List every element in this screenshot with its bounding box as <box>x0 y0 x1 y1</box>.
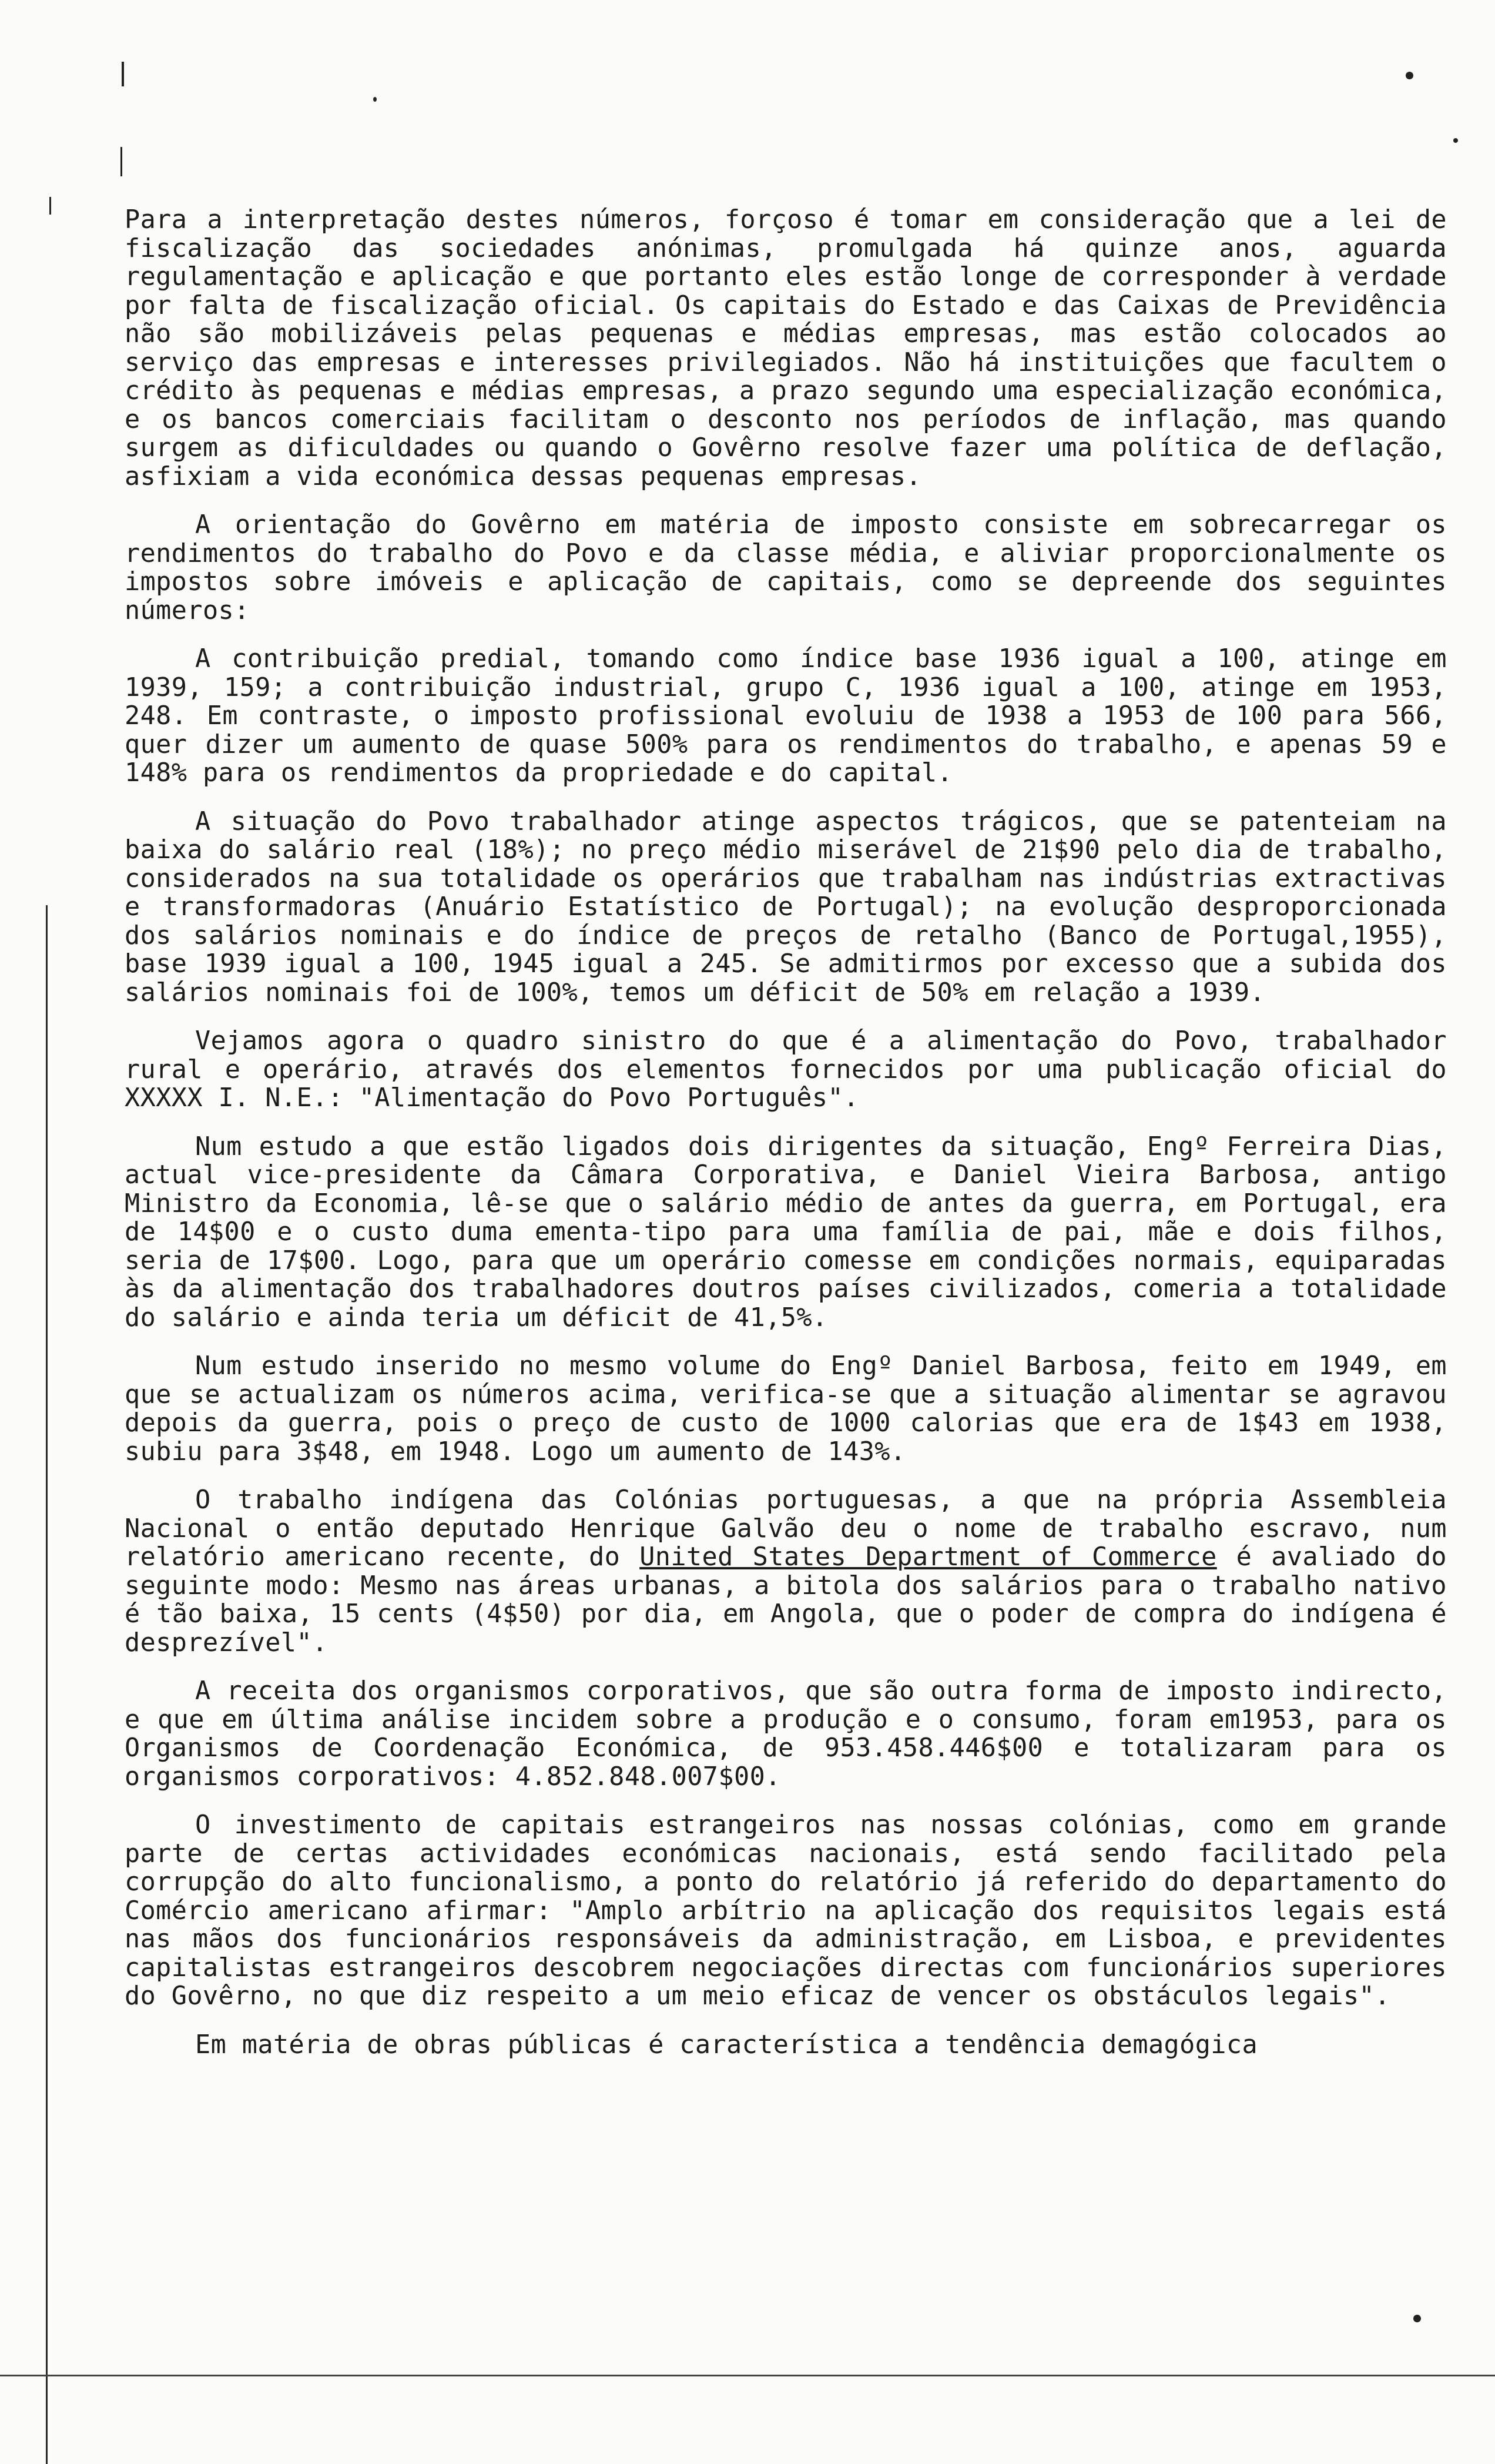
paragraph: A contribuição predial, tomando como índice base 1936 igual a 100, atinge em 1939, 159; a contribuição industrial, grupo C, 1936 igual a 100, atinge em 1953, 248. Em contraste, o imposto profissional evoluiu de 1938 a 1953 de 100 para 566, quer dizer um aumento de quase 500% para os rendimentos do trabalho, e apenas 59 e 148% para os rendimentos da propriedade e do capital. <box>125 644 1447 788</box>
ink-speck <box>1413 2315 1421 2322</box>
ink-speck <box>1406 72 1413 79</box>
paragraph: A situação do Povo trabalhador atinge aspectos trágicos, que se patenteiam na baixa do salário real (18%); no preço médio miserável de 21$90 pelo dia de trabalho, considerados na sua totalidade os operários que trabalham nas indústrias extractivas e transformadoras (Anuário Estatístico de Portugal); na evolução desproporcionada dos salários nominais e do índice de preços de retalho (Banco de Portugal,1955), base 1939 igual a 100, 1945 igual a 245. Se admitirmos por excesso que a subida dos salários nominais foi de 100%, temos um déficit de 50% em relação a 1939. <box>125 806 1447 1007</box>
page-bottom-edge <box>0 2375 1495 2376</box>
paragraph: Para a interpretação destes números, forçoso é tomar em consideração que a lei de fiscalização das sociedades anónimas, promulgada há quinze anos, aguarda regulamentação e aplicação e que portanto eles estão longe de corresponder à verdade por falta de fiscalização oficial. Os capitais do Estado e das Caixas de Previdência não são mobilizáveis pelas pequenas e médias empresas, mas estão colocados ao serviço das empresas e interesses privilegiados. Não há instituições que facultem o crédito às pequenas e médias empresas, a prazo segundo uma especialização económica, e os bancos comerciais facilitam o desconto nos períodos de inflação, mas quando surgem as dificuldades ou quando o Govêrno resolve fazer uma política de deflação, asfixiam a vida económica dessas pequenas empresas. <box>125 205 1447 491</box>
paragraph: Em matéria de obras públicas é característica a tendência demagógica <box>195 2030 1258 2060</box>
ink-speck <box>373 97 377 102</box>
paragraph: O investimento de capitais estrangeiros nas nossas colónias, como em grande parte de certas actividades económicas nacionais, está sendo facilitado pela corrupção do alto funcionalismo, a ponto do relatório já referido do departamento do Comércio americano afirmar: "Amplo arbítrio na aplicação dos requisitos legais está nas mãos dos funcionários responsáveis da administração, em Lisboa, e previdentes capitalistas estrangeiros descobrem negociações directas com funcionários superiores do Govêrno, no que diz respeito a um meio eficaz de vencer os obstáculos legais". <box>125 1810 1447 2011</box>
paragraph-text: é avaliado do seguinte modo: Mesmo nas áreas urbanas, a bitola dos salários para o trabalho nativo é tão baixa, 15 cents (4$50) por dia, em Angola, que o poder de compra do indígena é desprezível". <box>125 1542 1447 1658</box>
paragraph: A receita dos organismos corporativos, que são outra forma de imposto indirecto, e que em última análise incidem sobre a produção e o consumo, foram em1953, para os Organismos de Coordenação Económica, de 953.458.446$00 e totalizaram para os organismos corporativos: 4.852.848.007$00. <box>125 1676 1447 1792</box>
paragraph: Num estudo a que estão ligados dois dirigentes da situação, Engº Ferreira Dias, actual vice-presidente da Câmara Corporativa, e Daniel Vieira Barbosa, antigo Ministro da Economia, lê-se que o salário médio de antes da guerra, em Portugal, era de 14$00 e o custo duma ementa-tipo para uma família de pai, mãe e dois filhos, seria de 17$00. Logo, para que um operário comesse em condições normais, equiparadas às da alimentação dos trabalhadores doutros países civilizados, comeria a totalidade do salário e ainda teria um déficit de 41,5%. <box>125 1131 1447 1333</box>
margin-mark <box>120 147 122 176</box>
document-body <box>125 206 1447 2059</box>
paragraph <box>125 1486 1447 1657</box>
paragraph: A orientação do Govêrno em matéria de imposto consiste em sobrecarregar os rendimentos do trabalho do Povo e da classe média, e aliviar proporcionalmente os impostos sobre imóveis e aplicação de capitais, como se depreende dos seguintes números: <box>125 510 1447 625</box>
paragraph: Vejamos agora o quadro sinistro do que é a alimentação do Povo, trabalhador rural e operário, através dos elementos fornecidos por uma publicação oficial do XXXXX I. N.E.: "Alimentação do Povo Português". <box>125 1026 1447 1113</box>
ink-speck <box>1453 138 1458 143</box>
margin-mark <box>122 62 124 86</box>
page-edge-line <box>46 905 48 2464</box>
paragraph-text: O trabalho indígena das Colónias portuguesas, a que na própria Assembleia Nacional o então deputado Henrique Galvão deu o nome de trabalho escravo, num relatório americano recente, do <box>125 1485 1447 1572</box>
margin-mark <box>49 197 51 215</box>
paragraph: Num estudo inserido no mesmo volume do Engº Daniel Barbosa, feito em 1949, em que se actualizam os números acima, verifica-se que a situação alimentar se agravou depois da guerra, pois o preço de custo de 1000 calorias que era de 1$43 em 1938, subiu para 3$48, em 1948. Logo um aumento de 143%. <box>125 1351 1447 1467</box>
underlined-source: United States Department of Commerce <box>639 1542 1217 1572</box>
